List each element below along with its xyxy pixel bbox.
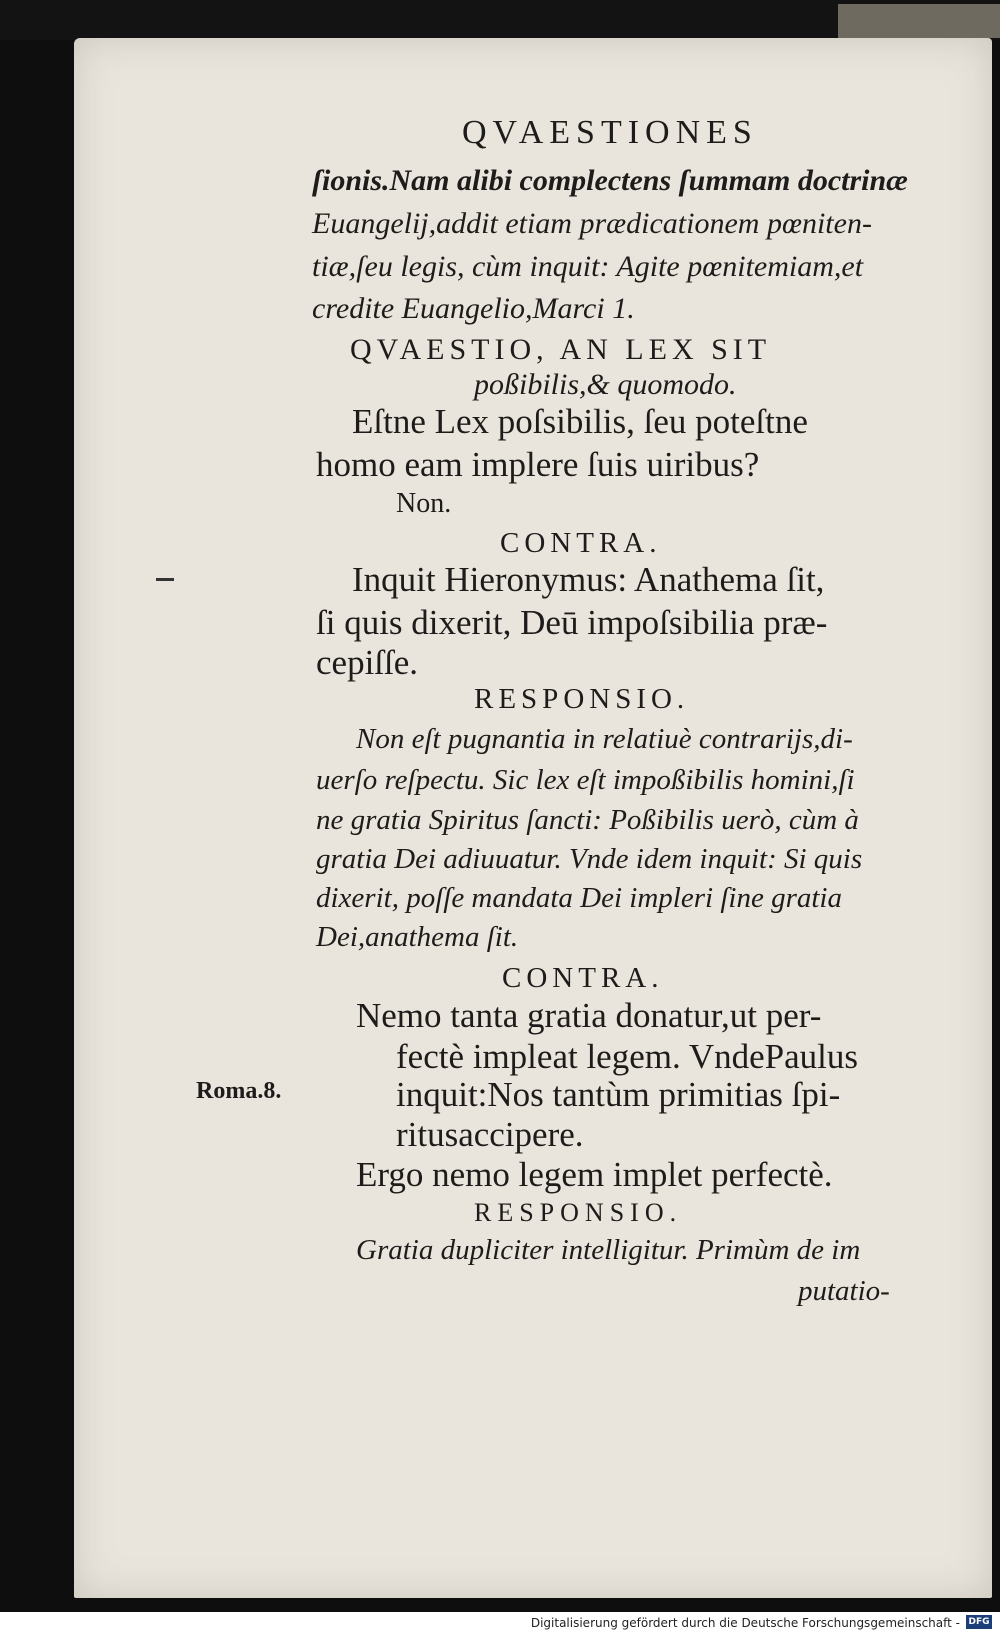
responsio-heading: RESPONSIO. bbox=[474, 683, 690, 715]
text-line: gratia Dei adiuuatur. Vnde idem inquit: Si quis bbox=[316, 843, 863, 875]
margin-dash bbox=[156, 578, 174, 581]
scan-book-edge bbox=[838, 4, 1000, 38]
contra-heading: CONTRA. bbox=[502, 962, 664, 994]
text-line: Ergo nemo legem implet perfectè. bbox=[356, 1155, 833, 1194]
text-line: credite Euangelio,Marci 1. bbox=[312, 292, 635, 325]
text-line: Eſtne Lex poſsibilis, ſeu poteſtne bbox=[352, 402, 808, 441]
running-header: QVAESTIONES bbox=[462, 114, 758, 151]
text-line: tiæ,ſeu legis, cùm inquit: Agite pœnitemiam,et bbox=[312, 250, 864, 283]
catchword: putatio- bbox=[798, 1275, 890, 1307]
text-line: ſionis.Nam alibi complectens ſummam doctrinæ bbox=[312, 164, 908, 197]
text-line: Non eſt pugnantia in relatiuè contrarijs,di- bbox=[356, 723, 853, 755]
text-line: Euangelij,addit etiam prædicationem pœniten- bbox=[312, 207, 872, 240]
text-line: Inquit Hieronymus: Anathema ſit, bbox=[352, 560, 825, 599]
section-title: QVAESTIO, AN LEX SIT bbox=[350, 333, 772, 366]
text-line: Nemo tanta gratia donatur,ut per- bbox=[356, 996, 822, 1035]
footer-credit: Digitalisierung gefördert durch die Deutsche Forschungsgemeinschaft - bbox=[530, 1616, 960, 1630]
contra-heading: CONTRA. bbox=[500, 527, 662, 559]
text-line: ne gratia Spiritus ſancti: Poßibilis uerò, cùm à bbox=[316, 804, 859, 836]
margin-note: Roma.8. bbox=[196, 1078, 282, 1104]
text-line: inquit:Nos tantùm primitias ſpi- bbox=[396, 1075, 841, 1114]
responsio-heading: RESPONSIO. bbox=[474, 1198, 683, 1227]
text-line: ritusaccipere. bbox=[396, 1115, 584, 1154]
section-subtitle: poßibilis,& quomodo. bbox=[474, 368, 737, 401]
text-line: Gratia dupliciter intelligitur. Primùm de im bbox=[356, 1234, 861, 1266]
text-line: Dei,anathema ſit. bbox=[316, 921, 519, 953]
text-line: ſi quis dixerit, Deū impoſsibilia præ- bbox=[316, 603, 828, 642]
text-line: dixerit, poſſe mandata Dei impleri ſine gratia bbox=[316, 882, 842, 914]
text-line: Non. bbox=[396, 488, 452, 519]
text-line: uerſo reſpectu. Sic lex eſt impoßibilis homini,ſi bbox=[316, 764, 855, 796]
dfg-logo-icon: DFG bbox=[966, 1615, 992, 1629]
text-line: fectè impleat legem. VndePaulus bbox=[396, 1037, 858, 1076]
text-line: cepiſſe. bbox=[316, 643, 419, 682]
text-line: homo eam implere ſuis uiribus? bbox=[316, 445, 760, 484]
